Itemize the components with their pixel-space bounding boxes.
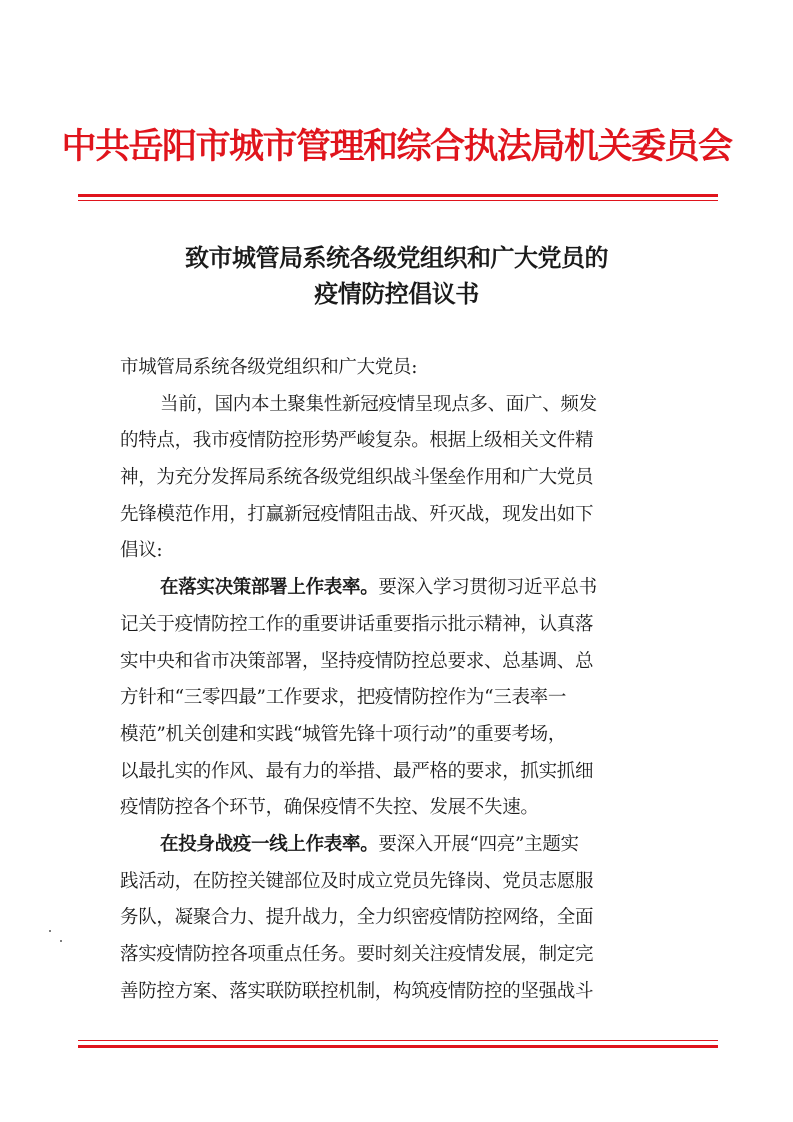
paragraph-line: 神，为充分发挥局系统各级党组织战斗堡垒作用和广大党员	[120, 467, 594, 489]
footer-rule-thick	[78, 1045, 718, 1048]
document-title-line-1: 致市城管局系统各级党组织和广大党员的	[185, 244, 608, 272]
paragraph-line: 倡议:	[120, 540, 163, 562]
paragraph-line: 模范”机关创建和实践“城管先锋十项行动”的重要考场，	[120, 723, 567, 745]
masthead-rule-thick	[78, 194, 718, 197]
paragraph-line	[120, 570, 692, 607]
paragraph-text: 要深入开展“四亮”主题实	[378, 833, 579, 855]
paragraph-line: 先锋模范作用，打赢新冠疫情阻击战、歼灭战，现发出如下	[120, 503, 594, 525]
section-heading: 在落实决策部署上作表率。	[160, 577, 379, 599]
document-title-line-2: 疫情防控倡议书	[314, 280, 479, 308]
paragraph-line: 落实疫情防控各项重点任务。要时刻关注疫情发展，制定完	[120, 944, 594, 965]
document-title	[70, 240, 723, 312]
scan-speck	[60, 940, 62, 942]
paragraph-line: 方针和“三零四最”工作要求，把疫情防控作为“三表率一	[120, 687, 567, 709]
document-body	[120, 350, 692, 1010]
paragraph-line: 善防控方案、落实联防联控机制，构筑疫情防控的坚强战斗	[120, 980, 594, 1002]
paragraph-text: 要深入学习贯彻习近平总书	[378, 577, 597, 599]
masthead-title: 中共岳阳市城市管理和综合执法局机关委员会	[61, 126, 732, 167]
paragraph-line: 当前，国内本土聚集性新冠疫情呈现点多、面广、频发	[160, 393, 597, 415]
paragraph-line: 记关于疫情防控工作的重要讲话重要指示批示精神，认真落	[120, 613, 594, 635]
salutation: 市城管局系统各级党组织和广大党员:	[120, 357, 418, 378]
paragraph-line: 的特点，我市疫情防控形势严峻复杂。根据上级相关文件精	[120, 430, 594, 452]
masthead-rule-thin	[78, 200, 718, 201]
paragraph-line: 践活动，在防控关键部位及时成立党员先锋岗、党员志愿服	[120, 870, 594, 892]
footer-rule-thin	[78, 1040, 718, 1041]
paragraph-line: 以最扎实的作风、最有力的举措、最严格的要求，抓实抓细	[120, 760, 594, 782]
paragraph-line: 务队，凝聚合力、提升战力，全力织密疫情防控网络，全面	[120, 907, 594, 929]
scan-speck	[49, 930, 51, 932]
paragraph-line: 实中央和省市决策部署，坚持疫情防控总要求、总基调、总	[120, 650, 594, 672]
paragraph-line: 疫情防控各个环节，确保疫情不失控、发展不失速。	[120, 797, 539, 819]
section-heading: 在投身战疫一线上作表率。	[160, 833, 379, 855]
paragraph-line	[120, 827, 692, 864]
